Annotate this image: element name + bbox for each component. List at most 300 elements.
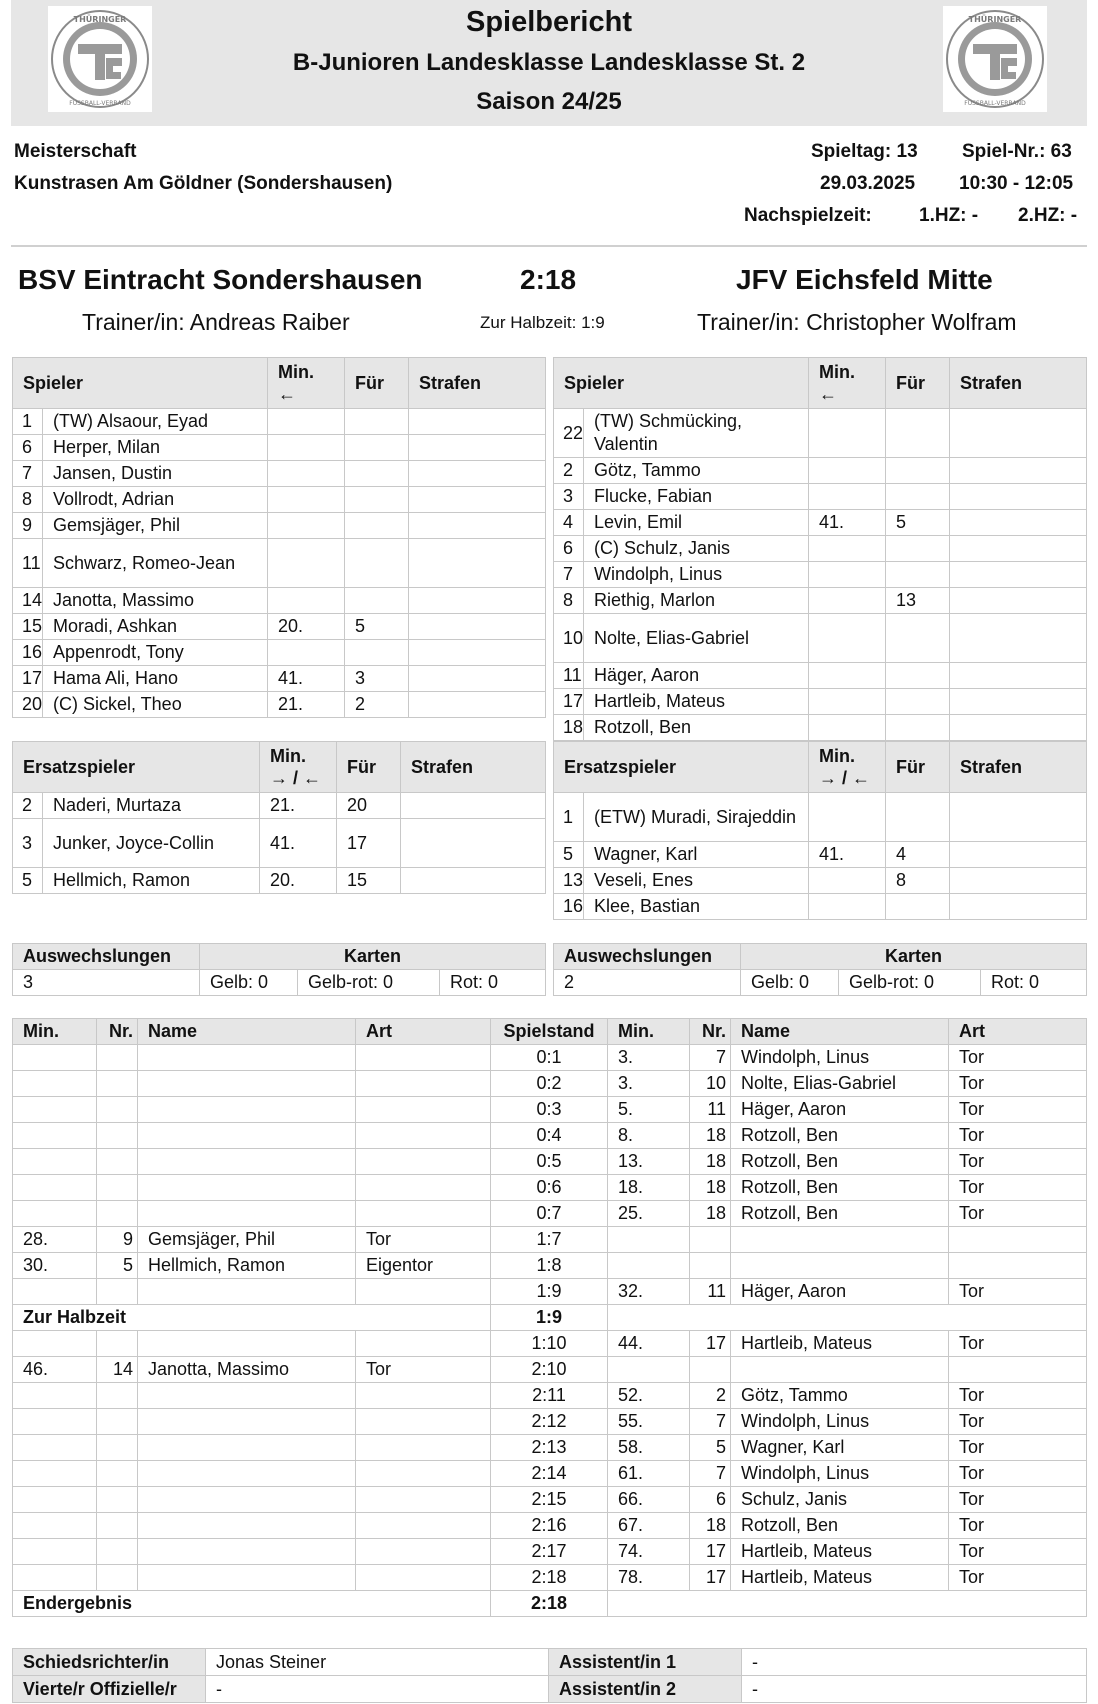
player-minute: [809, 588, 886, 614]
event-row: [13, 1435, 1087, 1461]
away-event-number: 7: [690, 1045, 731, 1071]
away-event-player: Windolph, Linus: [731, 1409, 949, 1435]
home-event-type: [356, 1071, 491, 1097]
player-name: Herper, Milan: [53, 437, 161, 457]
player-name: (TW) Schmücking, Valentin: [594, 411, 743, 454]
event-score: 0:4: [491, 1123, 608, 1149]
home-event-type: [356, 1513, 491, 1539]
player-number: 6: [13, 435, 43, 460]
home-event-type: [356, 1331, 491, 1357]
away-event-type: Tor: [949, 1149, 1087, 1175]
home-event-minute: 46.: [13, 1357, 97, 1383]
home-event-player: [138, 1565, 356, 1591]
home-event-number: 5: [97, 1253, 138, 1279]
col-cards: Karten: [200, 944, 546, 970]
home-event-number: [97, 1435, 138, 1461]
player-minute: [268, 539, 345, 588]
away-event-player: Häger, Aaron: [731, 1097, 949, 1123]
player-for: [345, 435, 409, 461]
away-event-player: Wagner, Karl: [731, 1435, 949, 1461]
player-minute: [268, 435, 345, 461]
player-name: Götz, Tammo: [594, 460, 701, 480]
away-event-player: Hartleib, Mateus: [731, 1331, 949, 1357]
yellow-cards: Gelb: 0: [200, 970, 298, 996]
home-event-type: [356, 1409, 491, 1435]
away-event-type: Tor: [949, 1409, 1087, 1435]
away-event-type: Tor: [949, 1097, 1087, 1123]
player-for: 17: [337, 819, 401, 868]
yellow-red-cards: Gelb-rot: 0: [839, 970, 981, 996]
player-for: [345, 487, 409, 513]
event-score: 2:18: [491, 1565, 608, 1591]
federation-logo-right: [943, 6, 1047, 112]
player-for: 2: [345, 692, 409, 718]
stoppage-second-half: 2.HZ: -: [1018, 205, 1078, 226]
referee-name: Jonas Steiner: [206, 1649, 549, 1676]
away-event-player: Hartleib, Mateus: [731, 1565, 949, 1591]
away-event-minute: 44.: [608, 1331, 690, 1357]
player-for: 4: [886, 842, 950, 868]
player-cell: [13, 868, 260, 894]
away-event-number: [690, 1227, 731, 1253]
away-event-number: 11: [690, 1279, 731, 1305]
col-home-nr: Nr.: [97, 1019, 138, 1045]
col-away-nr: Nr.: [690, 1019, 731, 1045]
player-cell: [554, 663, 809, 689]
player-penalties: [950, 842, 1087, 868]
player-cell: [554, 868, 809, 894]
event-row: [13, 1513, 1087, 1539]
home-event-number: [97, 1331, 138, 1357]
divider: [11, 245, 1087, 247]
home-event-number: 14: [97, 1357, 138, 1383]
goal-events-table: [12, 1018, 1087, 1617]
player-row: [554, 484, 1087, 510]
event-row: [13, 1409, 1087, 1435]
home-event-minute: [13, 1201, 97, 1227]
home-event-number: [97, 1409, 138, 1435]
away-subs-table: [553, 741, 1087, 920]
home-event-type: [356, 1097, 491, 1123]
player-number: 7: [13, 461, 43, 486]
player-row: [554, 793, 1087, 842]
home-event-type: [356, 1435, 491, 1461]
home-event-minute: [13, 1383, 97, 1409]
home-event-player: [138, 1123, 356, 1149]
halftime-score-cell: 1:9: [491, 1305, 608, 1331]
player-penalties: [401, 793, 546, 819]
home-event-number: [97, 1513, 138, 1539]
player-minute: [268, 513, 345, 539]
player-name: Hama Ali, Hano: [53, 668, 179, 688]
player-penalties: [950, 614, 1087, 663]
event-score: 0:5: [491, 1149, 608, 1175]
player-minute: [268, 487, 345, 513]
player-row: [554, 458, 1087, 484]
player-name: (ETW) Muradi, Sirajeddin: [594, 806, 797, 827]
event-row: [13, 1227, 1087, 1253]
home-event-minute: [13, 1149, 97, 1175]
player-penalties: [409, 614, 546, 640]
player-row: [554, 894, 1087, 920]
player-penalties: [950, 484, 1087, 510]
player-number: 8: [13, 487, 43, 512]
red-cards: Rot: 0: [440, 970, 546, 996]
event-score: 2:13: [491, 1435, 608, 1461]
event-row: [13, 1357, 1087, 1383]
home-event-player: [138, 1383, 356, 1409]
player-cell: [554, 562, 809, 588]
col-min: Min. ←: [268, 358, 345, 409]
player-cell: [554, 715, 809, 741]
player-cell: [554, 510, 809, 536]
player-for: [886, 663, 950, 689]
home-event-minute: [13, 1279, 97, 1305]
event-score: 2:17: [491, 1539, 608, 1565]
away-event-number: 2: [690, 1383, 731, 1409]
home-event-player: [138, 1461, 356, 1487]
player-for: 5: [886, 510, 950, 536]
away-event-minute: 74.: [608, 1539, 690, 1565]
col-cards: Karten: [741, 944, 1087, 970]
col-home-name: Name: [138, 1019, 356, 1045]
player-name: Appenrodt, Tony: [53, 642, 184, 662]
player-cell: [554, 614, 809, 663]
event-row: [13, 1045, 1087, 1071]
away-event-player: Rotzoll, Ben: [731, 1149, 949, 1175]
player-name: Nolte, Elias-Gabriel: [594, 627, 750, 648]
home-event-player: [138, 1279, 356, 1305]
player-name: Häger, Aaron: [594, 665, 700, 685]
col-for: Für: [886, 358, 950, 409]
home-event-minute: [13, 1487, 97, 1513]
event-row: [13, 1149, 1087, 1175]
away-trainer: Trainer/in: Christopher Wolfram: [697, 309, 1017, 335]
stoppage-first-half: 1.HZ: -: [919, 205, 979, 226]
player-row: [554, 588, 1087, 614]
away-event-type: Tor: [949, 1201, 1087, 1227]
event-score: 2:15: [491, 1487, 608, 1513]
col-for: Für: [345, 358, 409, 409]
halftime-score: Zur Halbzeit: 1:9: [480, 313, 605, 332]
player-cell: [554, 409, 809, 458]
col-penalties: Strafen: [401, 742, 546, 793]
home-event-player: [138, 1071, 356, 1097]
away-event-player: Hartleib, Mateus: [731, 1539, 949, 1565]
player-penalties: [950, 409, 1087, 458]
col-away-min: Min.: [608, 1019, 690, 1045]
player-minute: [809, 409, 886, 458]
player-penalties: [950, 793, 1087, 842]
player-for: [886, 409, 950, 458]
player-for: [345, 588, 409, 614]
event-score: 2:14: [491, 1461, 608, 1487]
match-date: 29.03.2025: [820, 173, 916, 194]
away-event-minute: 3.: [608, 1071, 690, 1097]
home-event-minute: [13, 1461, 97, 1487]
player-row: [554, 409, 1087, 458]
away-event-minute: 78.: [608, 1565, 690, 1591]
home-event-type: [356, 1123, 491, 1149]
player-number: 1: [13, 409, 43, 434]
home-event-minute: [13, 1123, 97, 1149]
player-name: Riethig, Marlon: [594, 590, 716, 610]
home-event-player: [138, 1539, 356, 1565]
player-cell: [13, 513, 268, 539]
substitutions-count: 3: [13, 970, 200, 996]
player-minute: [268, 409, 345, 435]
home-event-player: [138, 1331, 356, 1357]
final-score: 2:18: [520, 264, 577, 295]
event-score: 0:6: [491, 1175, 608, 1201]
away-event-number: 5: [690, 1435, 731, 1461]
player-name: Rotzoll, Ben: [594, 717, 692, 737]
matchday: Spieltag: 13: [811, 141, 918, 162]
player-number: 11: [13, 539, 43, 587]
player-row: [554, 689, 1087, 715]
player-for: [345, 539, 409, 588]
away-lineup-table: [553, 357, 1087, 741]
away-event-type: [949, 1357, 1087, 1383]
event-row: [13, 1097, 1087, 1123]
home-event-player: [138, 1487, 356, 1513]
player-cell: [554, 484, 809, 510]
away-event-minute: 3.: [608, 1045, 690, 1071]
home-event-type: Eigentor: [356, 1253, 491, 1279]
player-name: Vollrodt, Adrian: [53, 489, 175, 509]
player-for: [886, 562, 950, 588]
player-row: [13, 461, 546, 487]
final-label: Endergebnis: [13, 1591, 491, 1617]
col-for: Für: [886, 742, 950, 793]
away-event-minute: 18.: [608, 1175, 690, 1201]
player-row: [554, 562, 1087, 588]
player-number: 18: [554, 715, 584, 740]
event-score: 0:3: [491, 1097, 608, 1123]
home-event-number: [97, 1045, 138, 1071]
home-event-minute: [13, 1175, 97, 1201]
away-team-name: JFV Eichsfeld Mitte: [736, 264, 993, 295]
col-penalties: Strafen: [950, 358, 1087, 409]
event-score: 0:7: [491, 1201, 608, 1227]
home-event-number: [97, 1539, 138, 1565]
event-row: [13, 1123, 1087, 1149]
player-for: [345, 461, 409, 487]
player-name: Janotta, Massimo: [53, 590, 195, 610]
home-event-minute: [13, 1435, 97, 1461]
away-event-type: Tor: [949, 1565, 1087, 1591]
player-row: [13, 819, 546, 868]
home-event-minute: [13, 1045, 97, 1071]
player-minute: [809, 562, 886, 588]
away-event-minute: 32.: [608, 1279, 690, 1305]
player-penalties: [409, 640, 546, 666]
referee-label: Schiedsrichter/in: [13, 1649, 206, 1676]
player-minute: 20.: [260, 868, 337, 894]
player-number: 1: [554, 793, 584, 841]
event-row: [13, 1487, 1087, 1513]
away-event-type: Tor: [949, 1383, 1087, 1409]
player-number: 2: [554, 458, 584, 483]
home-event-type: [356, 1487, 491, 1513]
player-name: Flucke, Fabian: [594, 486, 713, 506]
event-row: [13, 1253, 1087, 1279]
col-min: Min. ←: [809, 358, 886, 409]
player-row: [13, 666, 546, 692]
home-trainer: Trainer/in: Andreas Raiber: [82, 309, 350, 335]
home-event-type: Tor: [356, 1357, 491, 1383]
league-name: B-Junioren Landesklasse Landesklasse St. 2: [292, 49, 806, 76]
col-min: Min. → / ←: [260, 742, 337, 793]
player-number: 17: [554, 689, 584, 714]
player-name: (TW) Alsaour, Eyad: [53, 411, 209, 431]
player-cell: [13, 409, 268, 435]
player-name: Levin, Emil: [594, 512, 683, 532]
player-minute: [268, 640, 345, 666]
player-for: [886, 715, 950, 741]
player-number: 7: [554, 562, 584, 587]
player-penalties: [950, 868, 1087, 894]
halftime-row: [13, 1305, 1087, 1331]
event-score: 2:11: [491, 1383, 608, 1409]
player-minute: [809, 536, 886, 562]
away-event-number: 18: [690, 1175, 731, 1201]
event-score: 2:12: [491, 1409, 608, 1435]
event-score: 2:16: [491, 1513, 608, 1539]
home-event-type: [356, 1565, 491, 1591]
home-event-player: [138, 1201, 356, 1227]
home-event-player: [138, 1045, 356, 1071]
away-event-player: Häger, Aaron: [731, 1279, 949, 1305]
player-penalties: [409, 692, 546, 718]
player-row: [554, 868, 1087, 894]
player-penalties: [409, 666, 546, 692]
player-number: 22: [554, 409, 584, 457]
player-row: [13, 614, 546, 640]
home-event-minute: [13, 1331, 97, 1357]
svg-text:FUSSBALL-VERBAND: FUSSBALL-VERBAND: [69, 100, 131, 107]
away-event-number: 18: [690, 1123, 731, 1149]
event-row: [13, 1383, 1087, 1409]
home-event-type: Tor: [356, 1227, 491, 1253]
player-number: 5: [554, 842, 584, 867]
player-minute: [809, 894, 886, 920]
away-event-player: Schulz, Janis: [731, 1487, 949, 1513]
player-penalties: [950, 562, 1087, 588]
away-event-player: [731, 1357, 949, 1383]
player-minute: 21.: [260, 793, 337, 819]
home-event-player: [138, 1149, 356, 1175]
away-event-type: Tor: [949, 1513, 1087, 1539]
player-for: 20: [337, 793, 401, 819]
away-event-number: 17: [690, 1331, 731, 1357]
away-event-number: 18: [690, 1513, 731, 1539]
player-name: Moradi, Ashkan: [53, 616, 178, 636]
event-score: 1:10: [491, 1331, 608, 1357]
player-minute: 41.: [268, 666, 345, 692]
player-row: [13, 513, 546, 539]
away-event-number: 6: [690, 1487, 731, 1513]
player-minute: [809, 689, 886, 715]
player-minute: [809, 868, 886, 894]
player-cell: [13, 614, 268, 640]
away-event-number: [690, 1357, 731, 1383]
assistant2-name: -: [742, 1676, 1087, 1703]
event-row: [13, 1565, 1087, 1591]
player-for: 15: [337, 868, 401, 894]
home-event-player: [138, 1175, 356, 1201]
player-cell: [554, 842, 809, 868]
player-number: 13: [554, 868, 584, 893]
away-event-minute: 8.: [608, 1123, 690, 1149]
home-event-type: [356, 1279, 491, 1305]
player-for: [345, 409, 409, 435]
away-event-player: Nolte, Elias-Gabriel: [731, 1071, 949, 1097]
player-number: 3: [13, 819, 43, 867]
event-score: 1:8: [491, 1253, 608, 1279]
away-event-minute: 5.: [608, 1097, 690, 1123]
home-event-number: [97, 1487, 138, 1513]
away-event-minute: 13.: [608, 1149, 690, 1175]
col-for: Für: [337, 742, 401, 793]
player-name: Veseli, Enes: [594, 870, 694, 890]
away-event-minute: 52.: [608, 1383, 690, 1409]
home-event-minute: [13, 1565, 97, 1591]
player-number: 9: [13, 513, 43, 538]
player-penalties: [409, 487, 546, 513]
away-event-minute: 25.: [608, 1201, 690, 1227]
player-row: [554, 614, 1087, 663]
player-penalties: [950, 458, 1087, 484]
away-event-number: 11: [690, 1097, 731, 1123]
away-event-minute: 58.: [608, 1435, 690, 1461]
yellow-cards: Gelb: 0: [741, 970, 839, 996]
player-number: 20: [13, 692, 43, 717]
player-name: Jansen, Dustin: [53, 463, 173, 483]
event-row: [13, 1071, 1087, 1097]
player-for: 3: [345, 666, 409, 692]
col-sub: Ersatzspieler: [13, 742, 260, 793]
away-event-type: Tor: [949, 1331, 1087, 1357]
col-score: Spielstand: [491, 1019, 608, 1045]
player-penalties: [409, 435, 546, 461]
officials-table: [12, 1648, 1087, 1703]
away-event-minute: 66.: [608, 1487, 690, 1513]
home-event-player: Hellmich, Ramon: [138, 1253, 356, 1279]
away-event-type: Tor: [949, 1279, 1087, 1305]
match-time: 10:30 - 12:05: [959, 173, 1074, 194]
player-number: 11: [554, 663, 584, 688]
player-minute: [809, 484, 886, 510]
player-penalties: [409, 409, 546, 435]
report-header: [11, 0, 1087, 126]
player-for: [886, 614, 950, 663]
player-cell: [13, 435, 268, 461]
player-name: Junker, Joyce-Collin: [53, 832, 215, 853]
player-penalties: [401, 819, 546, 868]
away-event-type: Tor: [949, 1045, 1087, 1071]
player-penalties: [950, 536, 1087, 562]
player-name: (C) Schulz, Janis: [594, 538, 731, 558]
player-minute: [268, 588, 345, 614]
assistant2-label: Assistent/in 2: [549, 1676, 742, 1703]
home-event-number: [97, 1097, 138, 1123]
event-score: 2:10: [491, 1357, 608, 1383]
svg-text:FUSSBALL-VERBAND: FUSSBALL-VERBAND: [964, 100, 1026, 107]
player-name: Hartleib, Mateus: [594, 691, 726, 711]
player-penalties: [401, 868, 546, 894]
col-away-type: Art: [949, 1019, 1087, 1045]
